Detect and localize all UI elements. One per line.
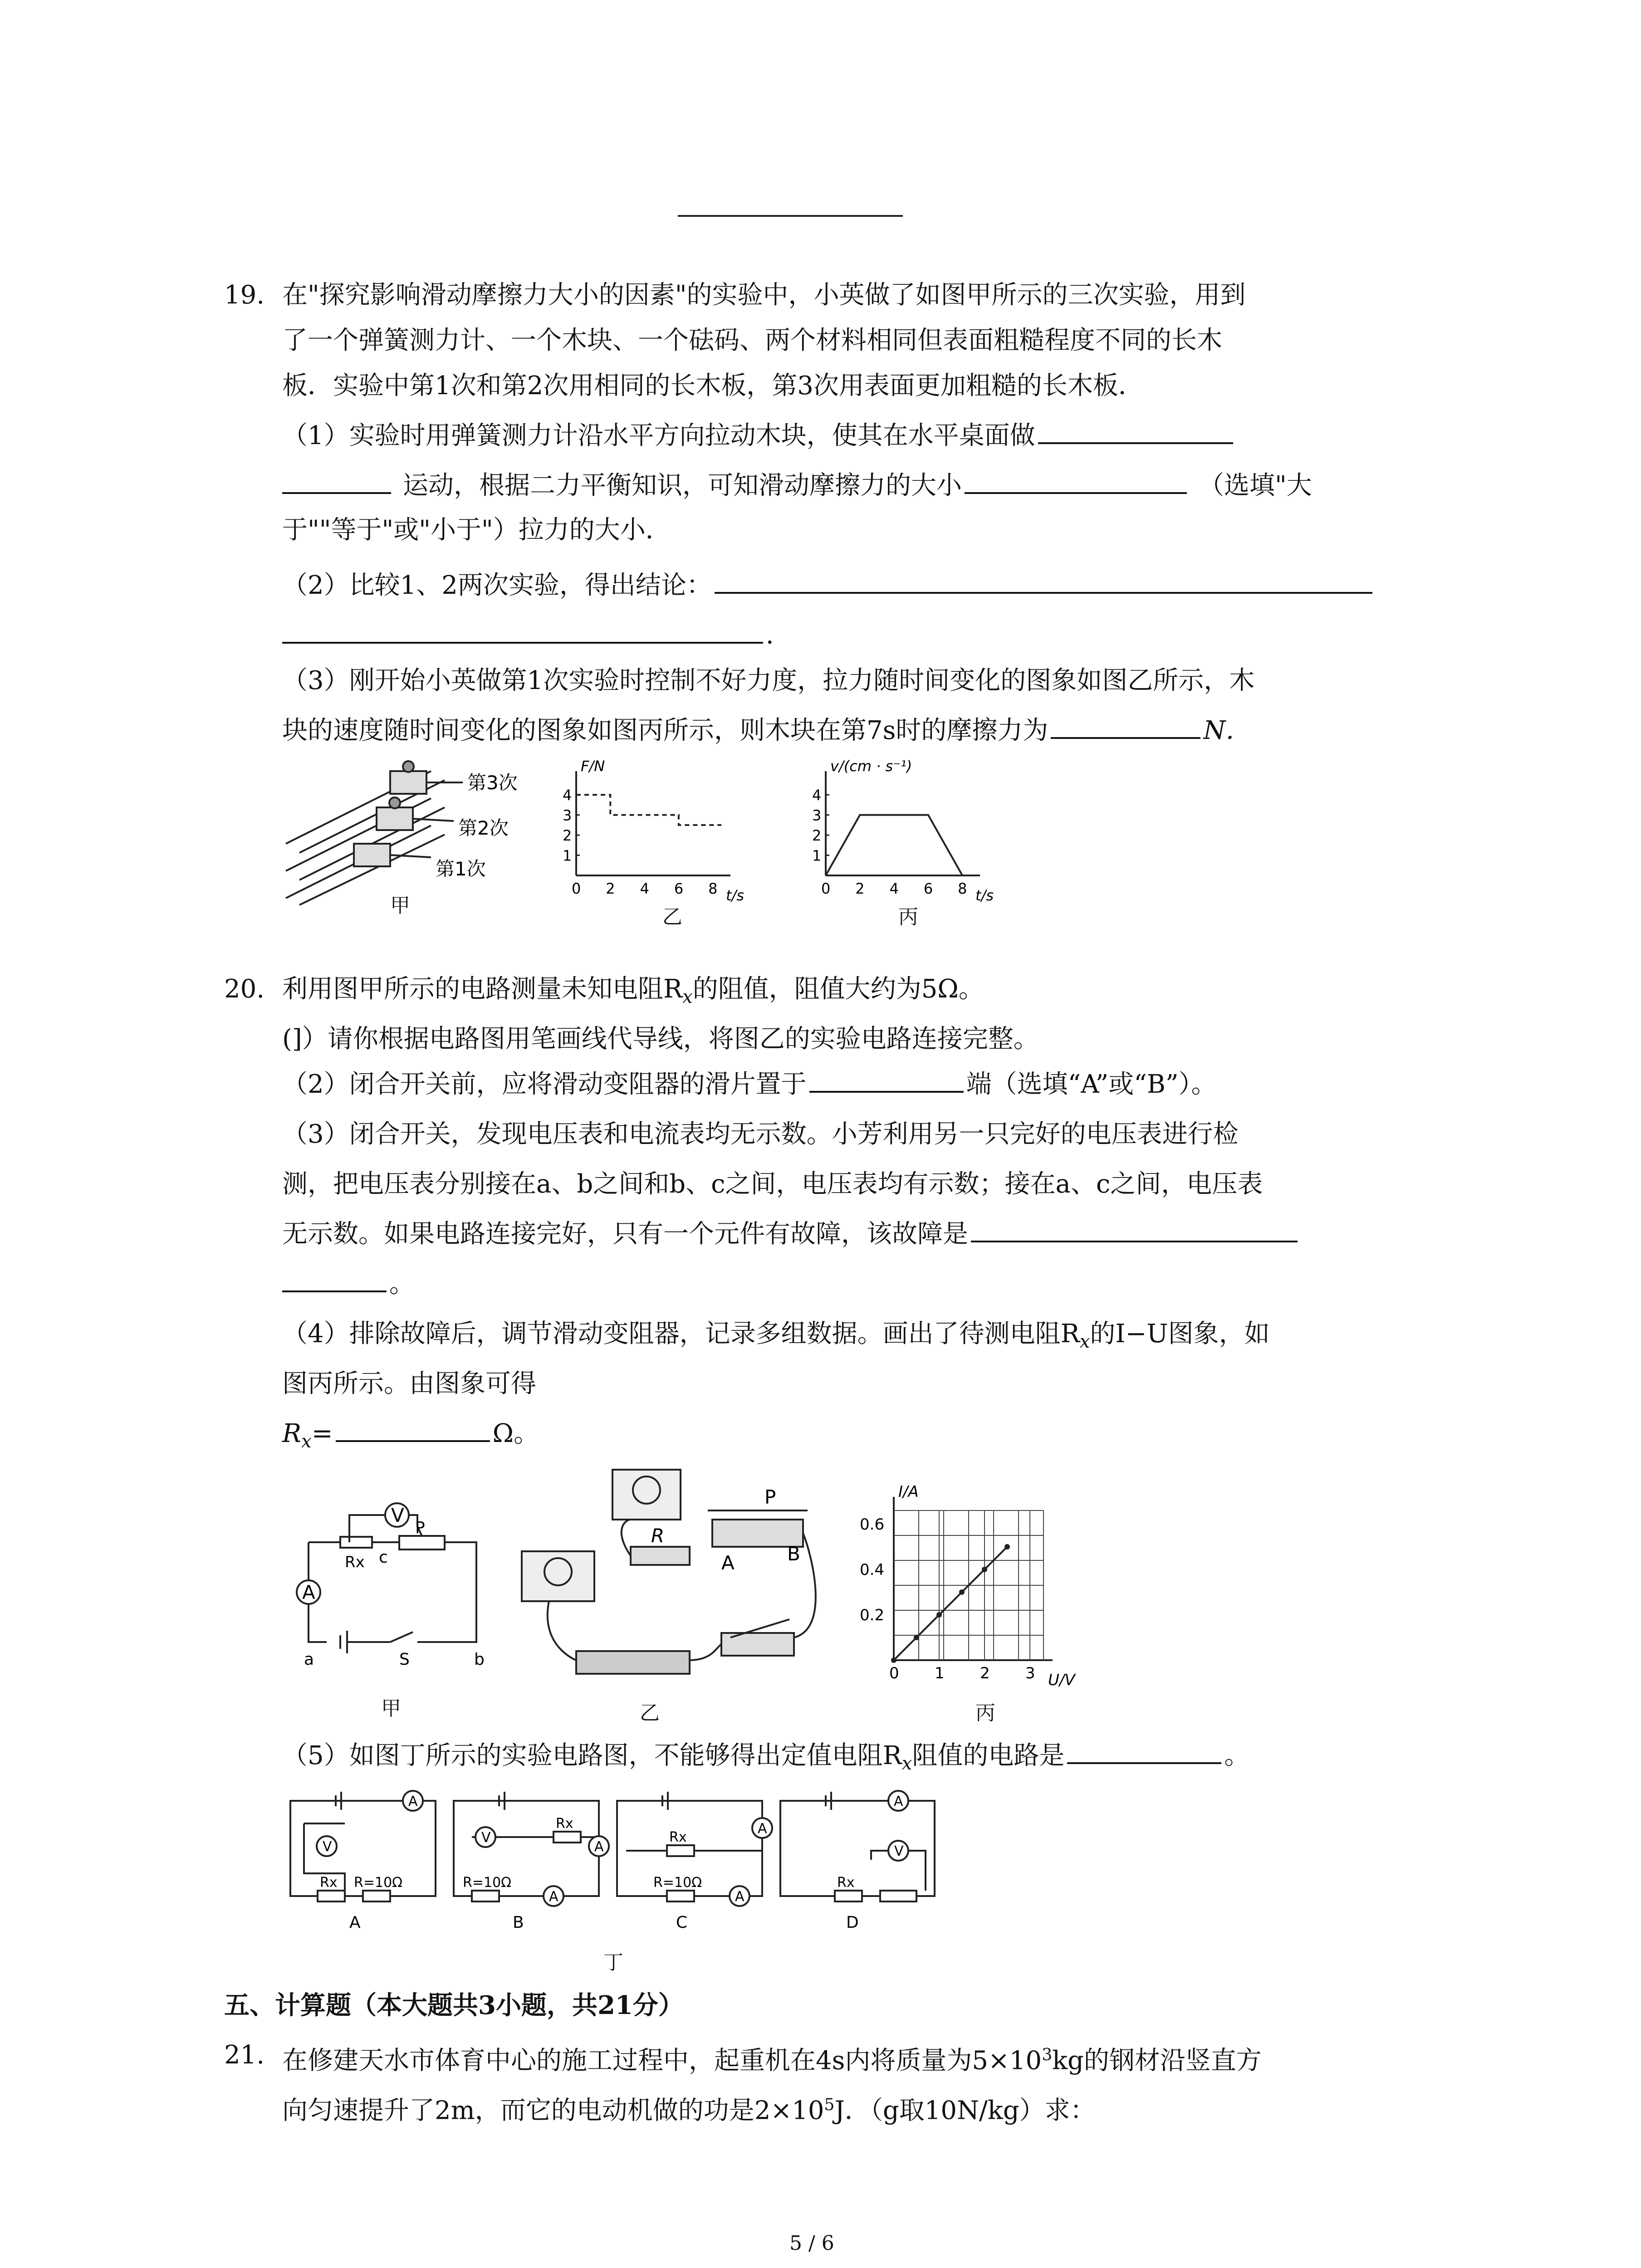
q20-jia-a-label: a	[304, 1650, 314, 1669]
y-axis-label: v/(cm · s⁻¹)	[830, 758, 912, 775]
x-tick-label: 0	[889, 1664, 899, 1682]
ding-option-d: D	[846, 1913, 859, 1932]
x-axis-label: t/s	[975, 887, 994, 903]
ding-a-v: V	[323, 1839, 332, 1855]
q20-part1: (]）请你根据电路图用笔画线代导线，将图乙的实验电路连接完整。	[282, 1024, 1039, 1054]
ding-b-a2: A	[549, 1889, 558, 1905]
x-tick-label: 3	[1025, 1664, 1035, 1682]
q19-number: 19.	[224, 280, 265, 310]
q20-caption-yi: 乙	[640, 1701, 660, 1725]
q20-yi-p-label: P	[764, 1486, 776, 1508]
x-axis-label: t/s	[726, 887, 744, 903]
y-axis-label: F/N	[581, 758, 605, 775]
q19-figure-bing	[803, 753, 1012, 903]
y-tick-label: 4	[563, 787, 572, 804]
q20-jia-c-label: c	[379, 1548, 388, 1567]
q19-part1-b: 运动，根据二力平衡知识，可知滑动摩擦力的大小 （选填"大	[282, 463, 1312, 509]
q19-label-trial1: 第1次	[436, 858, 486, 880]
y-tick-label: 2	[812, 827, 822, 845]
q21-line2: 向匀速提升了2m，而它的电动机做的功是$2\times 10^5J$．（g取10N/kg）求：	[282, 2096, 1096, 2126]
data-point	[936, 1612, 942, 1618]
q20-caption-bing: 丙	[975, 1701, 995, 1725]
x-tick-label: 1	[935, 1664, 945, 1682]
ding-b-r10: R=10Ω	[463, 1875, 512, 1891]
q20-part3-b: 测，把电压表分别接在a、b之间和b、c之间，电压表均有示数；接在a、c之间，电压表	[282, 1169, 1263, 1199]
q19-line1: 在"探究影响滑动摩擦力大小的因素"的实验中，小英做了如图甲所示的三次实验，用到	[282, 280, 1246, 310]
data-point	[891, 1657, 896, 1663]
q20-figure-jia	[281, 1488, 499, 1678]
q19-part2-b: ．	[282, 612, 791, 659]
x-axis-label: U/V	[1048, 1671, 1075, 1689]
q20-jia-p-label: P	[415, 1519, 425, 1537]
q19-part1-a: （1）实验时用弹簧测力计沿水平方向拉动木块，使其在水平桌面做	[282, 413, 1236, 459]
y-tick-label: 2	[563, 827, 572, 845]
q19-label-trial3: 第3次	[467, 772, 518, 794]
y-tick-label: 3	[812, 807, 822, 824]
q20-yi-a-label: A	[721, 1552, 735, 1574]
q19-line2: 了一个弹簧测力计、一个木块、一个砝码、两个材料相同但表面粗糙程度不同的长木	[282, 326, 1222, 355]
q20-yi-r-label: R	[651, 1525, 665, 1547]
header-rule	[678, 215, 903, 217]
ding-a-r10: R=10Ω	[354, 1875, 403, 1891]
x-tick-label: 4	[640, 880, 649, 897]
y-axis-label: I/A	[898, 1483, 919, 1501]
x-tick-label: 8	[958, 880, 967, 897]
y-tick-label: 1	[812, 847, 822, 865]
q20-figure-bing	[853, 1479, 1107, 1692]
q20-blank-circuit[interactable]	[1067, 1735, 1221, 1764]
q20-jia-rx-label: Rx	[345, 1553, 365, 1571]
q19-part1-c: 于""等于"或"小于"）拉力的大小．	[282, 515, 671, 545]
x-tick-label: 6	[674, 880, 684, 897]
ding-a-rx: Rx	[320, 1875, 338, 1891]
q20-part4-c: $R_x= \Omega$。	[282, 1411, 539, 1465]
q20-part2: （2）闭合开关前，应将滑动变阻器的滑片置于 端（选填“A”或“B”）。	[282, 1061, 1217, 1108]
q20-part4-b: 图丙所示。由图象可得	[282, 1369, 536, 1398]
ding-c-r10: R=10Ω	[653, 1875, 702, 1891]
series-line	[826, 815, 962, 875]
ding-c-a1: A	[758, 1821, 767, 1837]
q20-figure-yi	[495, 1465, 867, 1687]
q20-jia-s-label: S	[399, 1650, 410, 1669]
q21-number: 21.	[224, 2040, 265, 2070]
y-tick-label: 0.2	[860, 1606, 885, 1624]
ding-b-a1: A	[594, 1839, 604, 1855]
q19-figure-yi	[554, 753, 758, 903]
q19-part3-a: （3）刚开始小英做第1次实验时控制不好力度，拉力随时间变化的图象如图乙所示，木	[282, 666, 1255, 695]
q20-figure-ding	[281, 1787, 953, 1937]
q19-blank-friction[interactable]	[1051, 710, 1200, 739]
ding-a-a: A	[408, 1794, 418, 1809]
q20-blank-fault-2[interactable]	[282, 1263, 387, 1292]
q20-part3-c: 无示数。如果电路连接完好，只有一个元件有故障，该故障是	[282, 1211, 1300, 1257]
series-line	[894, 1547, 1007, 1660]
q19-figure-jia	[281, 753, 535, 907]
q19-blank-conclusion-2[interactable]	[282, 615, 763, 644]
ding-b-v: V	[481, 1830, 491, 1846]
x-tick-label: 8	[708, 880, 718, 897]
q19-blank-motion-2[interactable]	[282, 465, 391, 494]
ding-d-a: A	[894, 1794, 903, 1809]
series-line	[576, 795, 721, 825]
q20-caption-ding: 丁	[603, 1951, 623, 1974]
x-tick-label: 0	[821, 880, 831, 897]
y-tick-label: 4	[812, 787, 822, 804]
section5-heading: 五、计算题（本大题共3小题，共21分）	[224, 1990, 684, 2020]
q20-line1: 利用图甲所示的电路测量未知电阻$R_x$的阻值，阻值大约为5Ω。	[282, 974, 984, 1008]
q20-blank-resistance[interactable]	[336, 1413, 490, 1442]
q20-jia-ammeter-label: A	[302, 1581, 315, 1603]
ding-d-v: V	[894, 1843, 904, 1859]
q19-label-trial2: 第2次	[458, 817, 509, 839]
x-tick-label: 0	[572, 880, 581, 897]
q20-part5: （5）如图丁所示的实验电路图，不能够得出定值电阻$R_x$阻值的电路是 。	[282, 1733, 1249, 1787]
q20-yi-b-label: B	[787, 1543, 800, 1565]
q20-caption-jia: 甲	[381, 1697, 401, 1720]
data-point	[959, 1589, 965, 1595]
q20-jia-b-label: b	[474, 1650, 485, 1669]
ding-c-rx: Rx	[669, 1829, 687, 1845]
q20-part4-a: （4）排除故障后，调节滑动变阻器，记录多组数据。画出了待测电阻$R_x$的I−U图象，如	[282, 1319, 1270, 1353]
ding-option-c: C	[676, 1913, 688, 1932]
data-point	[914, 1635, 919, 1640]
ding-b-rx: Rx	[556, 1816, 573, 1832]
ding-option-a: A	[349, 1913, 361, 1932]
x-tick-label: 6	[923, 880, 933, 897]
q19-part2: （2）比较1、2两次实验，得出结论：	[282, 562, 1375, 609]
x-tick-label: 4	[889, 880, 899, 897]
x-tick-label: 2	[980, 1664, 990, 1682]
ding-c-a2: A	[735, 1889, 745, 1905]
q19-caption-bing: 丙	[898, 905, 918, 929]
data-point	[982, 1567, 987, 1572]
q21-line1: 在修建天水市体育中心的施工过程中，起重机在4s内将质量为$5\times 10^3kg$的钢材沿竖直方	[282, 2046, 1262, 2076]
y-tick-label: 1	[563, 847, 572, 865]
q19-line3: 板．实验中第1次和第2次用相同的长木板，第3次用表面更加粗糙的长木板．	[282, 371, 1144, 401]
y-tick-label: 0.6	[860, 1515, 885, 1534]
x-tick-label: 2	[855, 880, 865, 897]
page-number: 5 / 6	[789, 2232, 834, 2255]
q20-number: 20.	[224, 974, 265, 1004]
q20-part3-a: （3）闭合开关，发现电压表和电流表均无示数。小芳利用另一只完好的电压表进行检	[282, 1119, 1239, 1149]
q19-blank-compare[interactable]	[965, 465, 1187, 494]
q19-caption-yi: 乙	[662, 905, 682, 929]
q20-part3-d: 。	[282, 1261, 415, 1307]
x-tick-label: 2	[606, 880, 615, 897]
q20-blank-end[interactable]	[809, 1064, 964, 1093]
q19-caption-jia: 甲	[390, 894, 410, 917]
q19-blank-conclusion-1[interactable]	[715, 565, 1372, 594]
y-tick-label: 0.4	[860, 1561, 885, 1579]
ding-d-rx: Rx	[837, 1875, 855, 1891]
q19-blank-motion-1[interactable]	[1038, 415, 1233, 444]
data-point	[1004, 1544, 1010, 1549]
ding-option-b: B	[513, 1913, 524, 1932]
y-tick-label: 3	[563, 807, 572, 824]
q19-part3-b: 块的速度随时间变化的图象如图丙所示，则木块在第7s时的摩擦力为 N．	[282, 708, 1251, 754]
q20-blank-fault-1[interactable]	[971, 1213, 1298, 1242]
q20-jia-voltmeter-label: V	[391, 1504, 404, 1526]
